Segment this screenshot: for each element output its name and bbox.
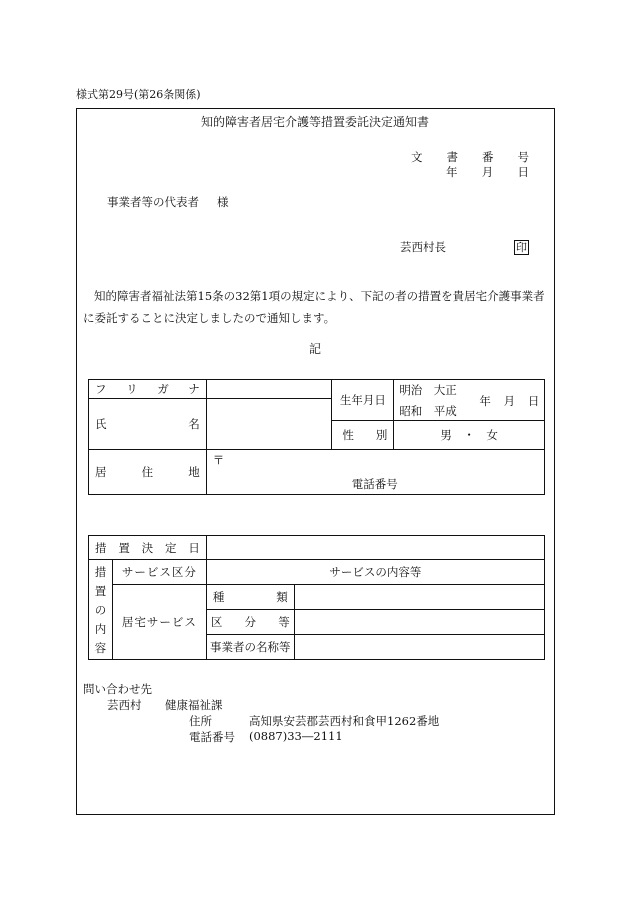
furigana-label: フ リ ガ ナ [89,380,207,399]
document-number [411,149,529,165]
person-table [88,379,545,495]
contact-address: 高知県安芸郡芸西村和食甲1262番地 [249,714,440,728]
birthdate-label: 生年月日 [332,380,394,421]
home-service-label: 居宅サービス [112,585,206,660]
provider-name-label: 事業者の名称等 [206,635,294,660]
notice-body-text: 知的障害者福祉法第15条の32第1項の規定により、下記の者の措置を貴居宅介護事業者に委託することに決定しましたので通知します。 [83,289,545,325]
issuer: 芸西村長 [400,240,446,254]
document-date [446,164,529,180]
era-meiji-taisho: 明治 大正 [399,383,457,397]
document-title: 知的障害者居宅介護等措置委託決定通知書 [200,115,429,129]
birthdate-ymd: 年 月 日 [479,394,540,408]
doc-number-char: 文 [411,150,423,164]
form-code: 様式第29号(第26条関係) [76,88,201,101]
sex-label: 性 別 [332,421,394,450]
date-year: 年 [446,165,458,179]
ki-heading: 記 [308,342,321,356]
address-field[interactable] [206,450,544,495]
contact-village: 芸西村 [107,698,142,712]
date-day: 日 [517,165,529,179]
birthdate-field[interactable] [394,380,545,421]
address-label: 居 住 地 [89,450,207,495]
name-label: 氏 名 [89,399,207,450]
kind-label: 種 類 [206,585,294,610]
seal-stamp: 印 [516,241,527,254]
measure-table [88,535,545,660]
contact-phone: (0887)33―2111 [249,729,343,743]
contact-department: 健康福祉課 [165,698,223,712]
doc-number-char: 書 [446,150,458,164]
era-showa-heisei: 昭和 平成 [399,404,457,418]
honorific: 様 [217,195,229,209]
name-field[interactable] [206,399,332,450]
service-category-label: サービス区分 [112,560,206,585]
contact-heading: 問い合わせ先 [83,682,152,696]
phone-label: 電話番号 [351,477,398,491]
addressee-line [107,194,229,210]
decision-date-field[interactable] [206,536,544,560]
division-field[interactable] [294,610,544,635]
doc-number-char: 号 [517,150,529,164]
contact-phone-label: 電話番号 [189,730,235,744]
contact-address-label: 住所 [189,714,212,728]
addressee: 事業者等の代表者 [107,195,199,209]
decision-date-label: 措 置 決 定 日 [89,536,207,560]
sex-field[interactable]: 男 ・ 女 [394,421,545,450]
date-month: 月 [481,165,494,179]
provider-name-field[interactable] [294,635,544,660]
measure-content-label: 措 置 の 内 容 [89,560,113,660]
notice-body [83,285,548,329]
furigana-field[interactable] [206,380,332,399]
service-content-label: サービスの内容等 [206,560,544,585]
issuer-line [400,239,529,255]
doc-number-char: 番 [482,150,494,164]
division-label: 区 分 等 [206,610,294,635]
kind-field[interactable] [294,585,544,610]
postal-mark: 〒 [212,453,225,467]
